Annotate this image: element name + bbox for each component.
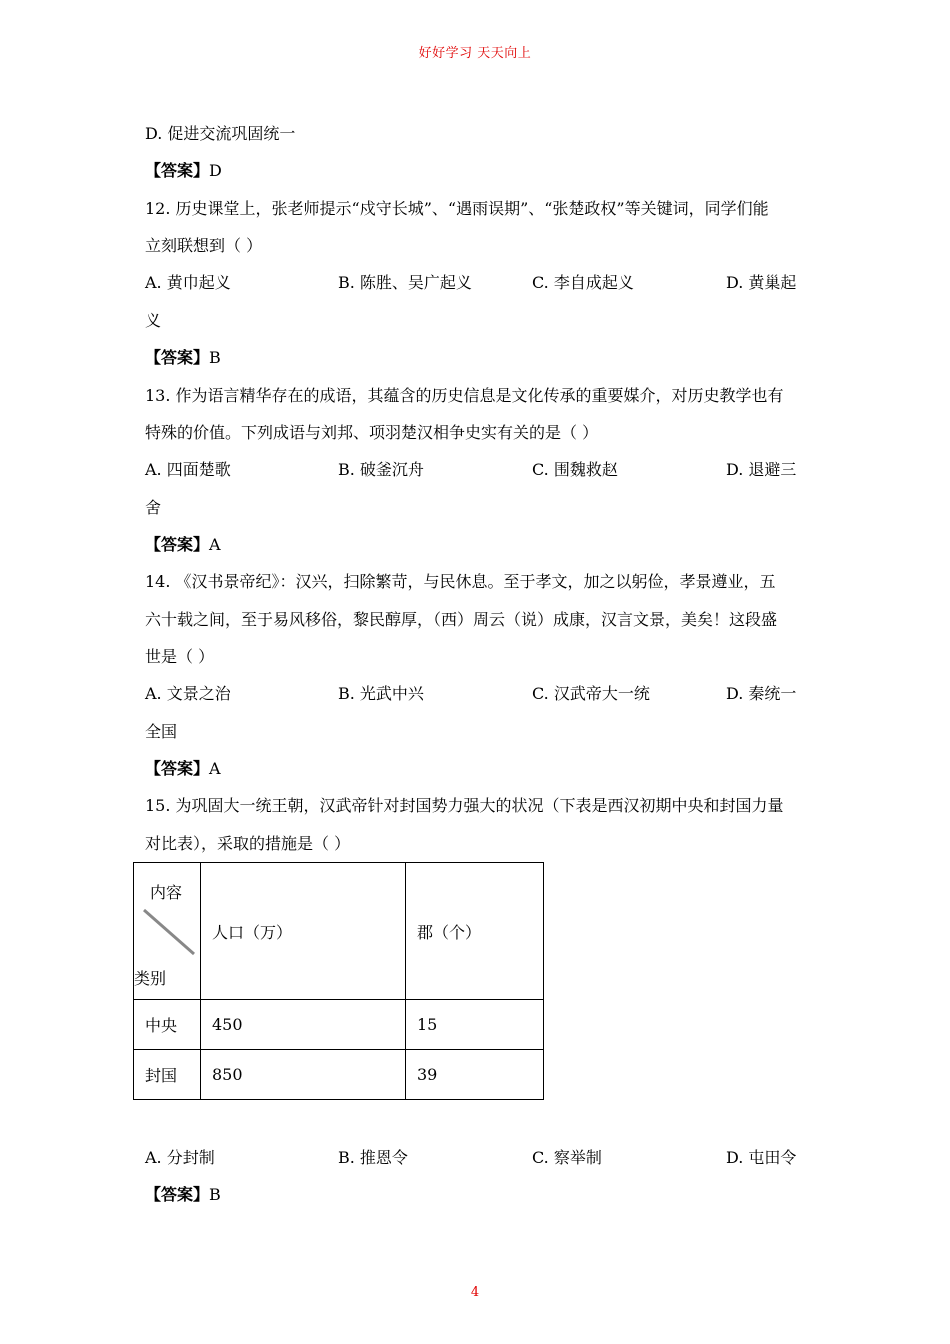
q14-answer: [145, 759, 221, 779]
diagonal-line: [134, 906, 199, 961]
q12-option-b: B. 陈胜、吴广起义: [338, 273, 472, 292]
page-number: 4: [470, 1285, 480, 1300]
answer-label: 【答案】: [145, 348, 210, 367]
row-label: 封国: [134, 1050, 201, 1100]
q14-stem-line2: 六十载之间，至于易风移俗，黎民醇厚，（西）周云（说）成康，汉言文景，美矣！这段盛: [145, 610, 778, 629]
answer-label: 【答案】: [145, 1185, 210, 1204]
q14-option-d: D. 秦统一: [726, 684, 797, 703]
q12-stem-line2: 立刻联想到（ ）: [145, 236, 263, 255]
answer-value: B: [209, 1185, 221, 1204]
q14-stem-line1: 14. 《汉书景帝纪》：汉兴，扫除繁苛，与民休息。至于孝文，加之以躬俭，孝景遵业，五: [145, 572, 776, 591]
q13-option-c: C. 围魏救赵: [532, 460, 618, 479]
q12-option-d: D. 黄巢起: [726, 273, 797, 292]
table-row: [134, 1000, 544, 1050]
page-header: 好好学习 天天向上: [418, 46, 532, 61]
q12-option-c: C. 李自成起义: [532, 273, 634, 292]
q12-option-d-wrap: 义: [145, 311, 162, 330]
corner-bottom-label: 类别: [134, 968, 167, 988]
q15-option-b: B. 推恩令: [338, 1148, 408, 1167]
answer-label: 【答案】: [145, 161, 210, 180]
answer-label: 【答案】: [145, 535, 210, 554]
cell-commanderies: 15: [406, 1000, 544, 1050]
q14-stem-line3: 世是（ ）: [145, 647, 215, 666]
answer-value: D: [209, 161, 222, 180]
q15-stem-line1: 15. 为巩固大一统王朝，汉武帝针对封国势力强大的状况（下表是西汉初期中央和封国力量: [145, 796, 784, 815]
table-row: [134, 1050, 544, 1100]
q15-answer: [145, 1185, 221, 1205]
q15-option-a: A. 分封制: [145, 1148, 215, 1167]
cell-commanderies: 39: [406, 1050, 544, 1100]
answer-value: A: [209, 759, 221, 778]
q14-option-b: B. 光武中兴: [338, 684, 424, 703]
q12-option-a: A. 黄巾起义: [145, 273, 231, 292]
q13-option-d-wrap: 舍: [145, 498, 162, 517]
answer-value: B: [209, 348, 221, 367]
q13-option-a: A. 四面楚歌: [145, 460, 231, 479]
q14-option-c: C. 汉武帝大一统: [532, 684, 650, 703]
cell-population: 850: [201, 1050, 406, 1100]
header-population: 人口（万）: [201, 863, 406, 1000]
q11-option-d: D. 促进交流巩固统一: [145, 124, 296, 143]
comparison-table: [133, 862, 544, 1100]
cell-population: 450: [201, 1000, 406, 1050]
q11-answer: [145, 161, 222, 181]
answer-label: 【答案】: [145, 759, 210, 778]
q13-stem-line2: 特殊的价值。下列成语与刘邦、项羽楚汉相争史实有关的是（ ）: [145, 423, 599, 442]
q13-option-b: B. 破釜沉舟: [338, 460, 424, 479]
q15-option-c: C. 察举制: [532, 1148, 602, 1167]
q14-option-a: A. 文景之治: [145, 684, 231, 703]
q13-stem-line1: 13. 作为语言精华存在的成语，其蕴含的历史信息是文化传承的重要媒介，对历史教学也有: [145, 386, 784, 405]
answer-value: A: [209, 535, 221, 554]
row-label: 中央: [134, 1000, 201, 1050]
header-commanderies: 郡（个）: [406, 863, 544, 1000]
corner-cell: [134, 863, 201, 1000]
q13-answer: [145, 535, 221, 555]
q12-stem-line1: 12. 历史课堂上，张老师提示“戍守长城”、“遇雨误期”、“张楚政权”等关键词，同学们能: [145, 199, 769, 218]
q12-answer: [145, 348, 221, 368]
q15-option-d: D. 屯田令: [726, 1148, 797, 1167]
q15-stem-line2: 对比表），采取的措施是（ ）: [145, 834, 351, 853]
q14-option-d-wrap: 全国: [145, 722, 178, 741]
table-header-row: [134, 863, 544, 1000]
corner-top-label: 内容: [150, 882, 183, 902]
q13-option-d: D. 退避三: [726, 460, 797, 479]
